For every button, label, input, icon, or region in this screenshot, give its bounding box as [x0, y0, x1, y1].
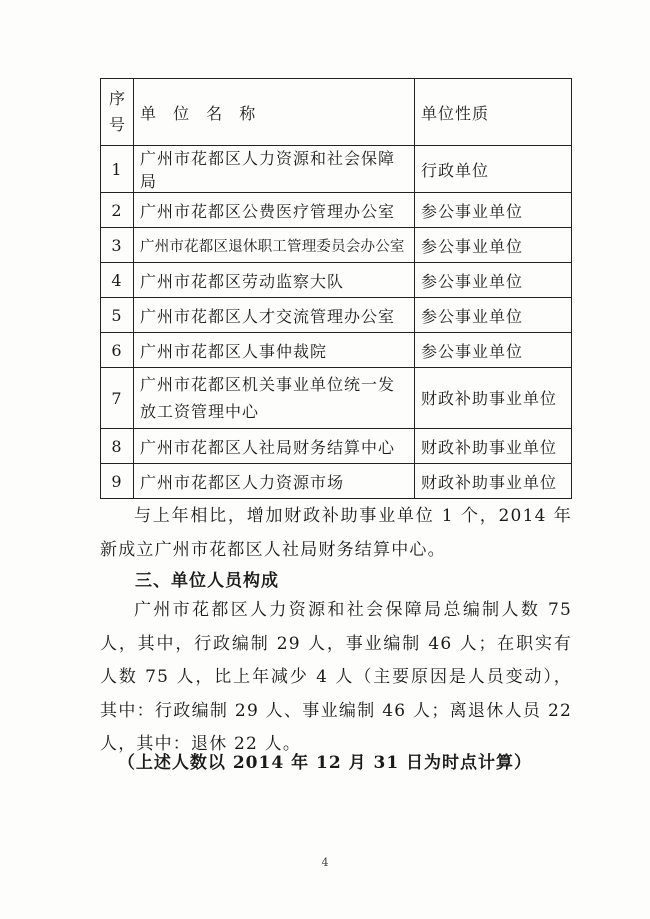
- row-name: 广州市花都区劳动监察大队: [134, 263, 415, 298]
- row-name: 广州市花都区公费医疗管理办公室: [134, 193, 415, 228]
- paragraph-change: 与上年相比，增加财政补助事业单位 1 个，2014 年新成立广州市花都区人社局财务结算中心。: [100, 506, 572, 560]
- row-no: 6: [101, 333, 134, 368]
- row-nature: 参公事业单位: [415, 263, 572, 298]
- table-row: [101, 228, 572, 263]
- table-row: [101, 429, 572, 464]
- row-nature: 参公事业单位: [415, 193, 572, 228]
- row-nature: 财政补助事业单位: [415, 368, 572, 429]
- row-name: 广州市花都区退休职工管理委员会办公室: [134, 228, 415, 263]
- header-no: [101, 79, 134, 146]
- row-nature: 财政补助事业单位: [415, 464, 572, 499]
- table-row: [101, 263, 572, 298]
- row-no: 9: [101, 464, 134, 499]
- row-name: 广州市花都区人力资源和社会保障局: [134, 146, 415, 193]
- row-name: 广州市花都区机关事业单位统一发放工资管理中心: [134, 368, 415, 429]
- row-nature: 财政补助事业单位: [415, 429, 572, 464]
- table-row: [101, 464, 572, 499]
- row-no: 8: [101, 429, 134, 464]
- row-no: 3: [101, 228, 134, 263]
- table-header-row: [101, 79, 572, 146]
- header-nature: [415, 79, 572, 146]
- row-no: 2: [101, 193, 134, 228]
- header-name-label: 单 位 名 称: [140, 103, 262, 123]
- row-nature: 参公事业单位: [415, 228, 572, 263]
- page-number: 4: [321, 856, 329, 869]
- row-nature: 行政单位: [415, 146, 572, 193]
- header-name: [134, 79, 415, 146]
- row-no: 1: [101, 146, 134, 193]
- row-no: 7: [101, 368, 134, 429]
- table-row: [101, 333, 572, 368]
- row-name: 广州市花都区人力资源市场: [134, 464, 415, 499]
- time-point-note: （上述人数以 2014 年 12 月 31 日为时点计算）: [117, 753, 533, 773]
- section-heading: 三、单位人员构成: [135, 571, 279, 591]
- unit-table: [100, 78, 572, 499]
- row-name: 广州市花都区人事仲裁院: [134, 333, 415, 368]
- row-no: 4: [101, 263, 134, 298]
- table-row: [101, 298, 572, 333]
- row-nature: 参公事业单位: [415, 333, 572, 368]
- row-name: 广州市花都区人才交流管理办公室: [134, 298, 415, 333]
- row-name: 广州市花都区人社局财务结算中心: [134, 429, 415, 464]
- header-nature-label: 单位性质: [421, 103, 490, 123]
- paragraph-staff: 广州市花都区人力资源和社会保障局总编制人数 75 人，其中，行政编制 29 人，事业编制 46 人；在职实有人数 75 人，比上年减少 4 人（主要原因是人员变动），其中：行政编制 29 人、事业编制 46 人；离退休人员 22 人，其中：退休 22 人。: [100, 600, 572, 754]
- row-nature: 参公事业单位: [415, 298, 572, 333]
- row-no: 5: [101, 298, 134, 333]
- table-row: [101, 193, 572, 228]
- header-no-label: 序号: [109, 89, 127, 134]
- table-row: [101, 146, 572, 193]
- table-row: [101, 368, 572, 429]
